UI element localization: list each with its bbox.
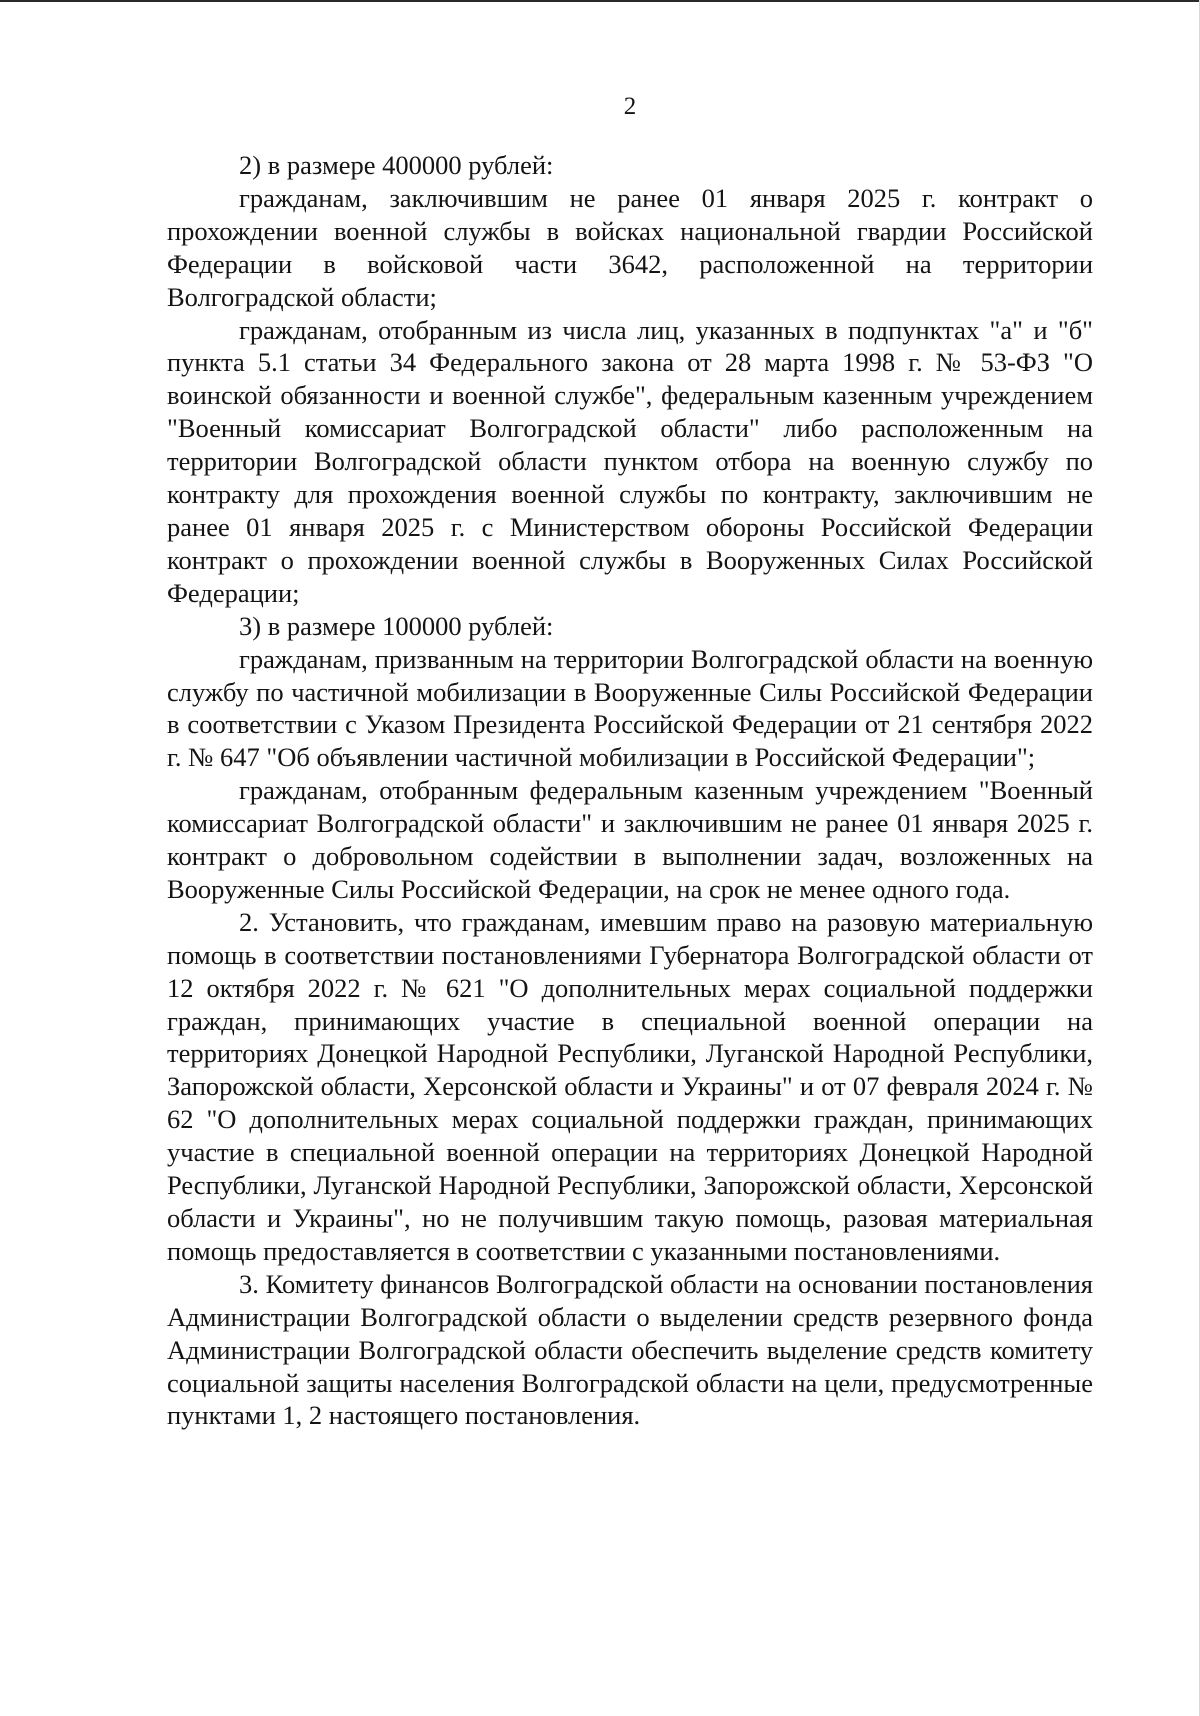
paragraph-volunteer-contract: гражданам, отобранным федеральным казенным учреждением "Военный комиссариат Волгоградской области" и заключившим не ранее 01 января 2025 г. контракт о добровольном содействии в выполнении задач, возложенных на Вооруженные Силы Российской Федерации, на срок не менее одного года. bbox=[167, 775, 1093, 904]
clause-3: 3. Комитету финансов Волгоградской области на основании постановления Администрации Волгоградской области о выделении средств резервного фонда Администрации Волгоградской области обеспечить выделение средств комитету социальной защиты населения Волгоградской области на цели, предусмотренные пунктами 1, 2 настоящего постановления. bbox=[167, 1268, 1093, 1431]
document-body bbox=[167, 149, 1093, 1432]
scan-edge-top bbox=[0, 0, 1200, 2]
subitem-2-heading: 2) в размере 400000 рублей: bbox=[239, 150, 554, 180]
paragraph-mobilization: гражданам, призванным на территории Волгоградской области на военную службу по частичной мобилизации в Вооруженные Силы Российской Федерации в соответствии с Указом Президента Российской Федерации от 21 сентября 2022 г. № 647 "Об объявлении частичной мобилизации в Российской Федерации"; bbox=[167, 643, 1093, 773]
page-number: 2 bbox=[623, 93, 637, 120]
clause-2: 2. Установить, что гражданам, имевшим право на разовую материальную помощь в соответствии постановлениями Губернатора Волгоградской области от 12 октября 2022 г. № 621 "О дополнительных мерах социальной поддержки граждан, принимающих участие в специальной военной операции на территориях Донецкой Народной Республики, Луганской Народной Республики, Запорожской области, Херсонской области и Украины" и от 07 февраля 2024 г. № 62 "О дополнительных мерах социальной поддержки граждан, принимающих участие в специальной военной операции на территориях Донецкой Народной Республики, Луганской Народной Республики, Запорожской области, Херсонской области и Украины", но не получившим такую помощь, разовая материальная помощь предоставляется в соответствии с указанными постановлениями. bbox=[167, 906, 1093, 1266]
paragraph-ministry-of-defence: гражданам, отобранным из числа лиц, указанных в подпунктах "а" и "б" пункта 5.1 статьи 34 Федерального закона от 28 марта 1998 г. № 53-ФЗ "О воинской обязанности и военной службе", федеральным казенным учреждением "Военный комиссариат Волгоградской области" либо расположенным на территории Волгоградской области пунктом отбора на военную службу по контракту для прохождения военной службы по контракту, заключившим не ранее 01 января 2025 г. с Министерством обороны Российской Федерации контракт о прохождении военной службы в Вооруженных Силах Российской Федерации; bbox=[167, 314, 1093, 608]
subitem-3-heading: 3) в размере 100000 рублей: bbox=[239, 610, 554, 641]
paragraph-national-guard: гражданам, заключившим не ранее 01 января 2025 г. контракт о прохождении военной службы в войсках национальной гвардии Российской Федерации в войсковой части 3642, расположенной на территории Волгоградской области; bbox=[167, 182, 1093, 312]
